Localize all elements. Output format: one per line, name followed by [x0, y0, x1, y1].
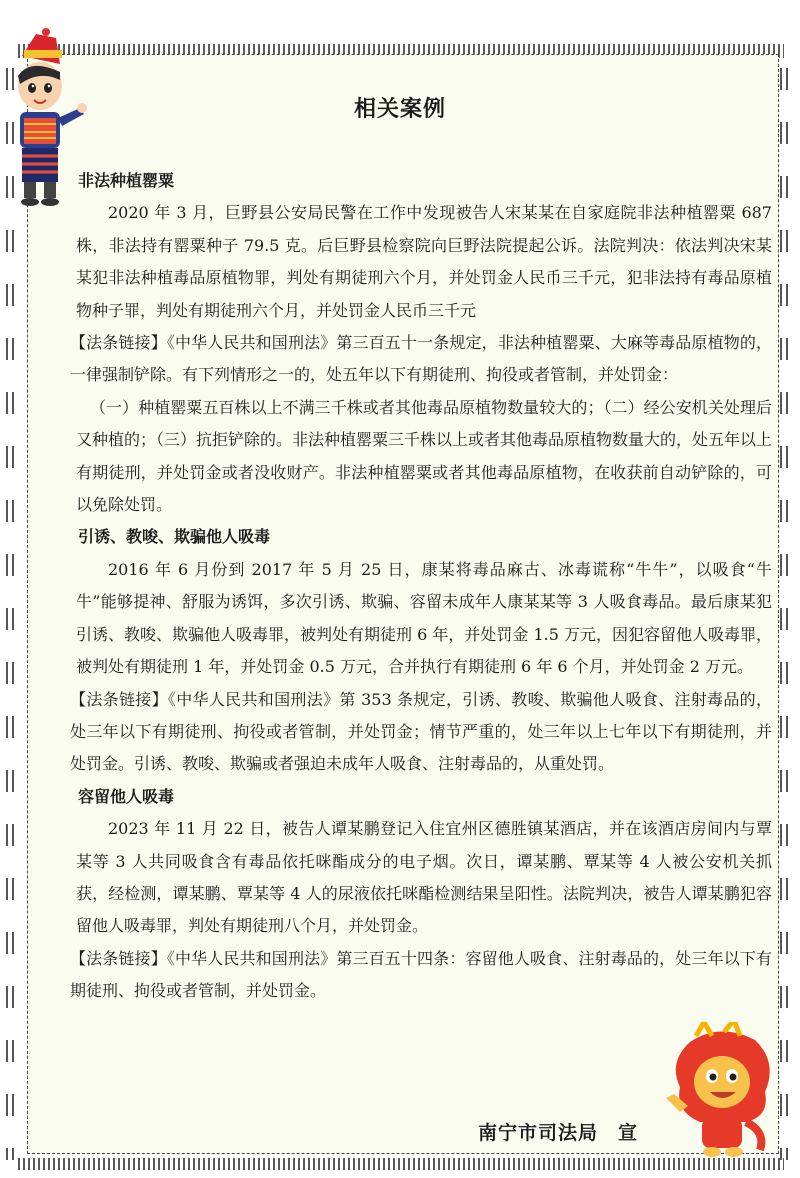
- left-tick-border: [6, 50, 8, 1160]
- case-paragraph: 2020 年 3 月，巨野县公安局民警在工作中发现被告人宋某某在自家庭院非法种植罂粟 687 株，非法持有罂粟种子 79.5 克。后巨野县检察院向巨野法院提起公诉。法院判决：依法判决宋某某犯非法种植毒品原植物罪，判处有期徒刑六个月，并处罚金人民币三千元，犯非法持有毒品原植物种子罪，判处有期徒刑六个月，并处罚金人民币三千元: [76, 203, 772, 320]
- law-link-paragraph: 【法条链接】《中华人民共和国刑法》第三百五十四条：容留他人吸食、注射毒品的，处三年以下有期徒刑、拘役或者管制，并处罚金。: [70, 948, 772, 1001]
- section-heading: 非法种植罂粟: [78, 171, 175, 190]
- right-tick-border: [780, 50, 782, 1160]
- case-paragraph: 2016 年 6 月份到 2017 年 5 月 25 日，康某将毒品麻古、冰毒谎称“牛牛”，以吸食“牛牛”能够提神、舒服为诱饵，多次引诱、欺骗、容留未成年人康某某等 3 人吸食毒品。最后康某犯引诱、教唆、欺骗他人吸毒罪，被判处有期徒刑 6 年，并处罚金 1.5 万元，因犯容留他人吸毒罪，被判处有期徒刑 1 年，并处罚金 0.5 万元，合并执行有期徒刑 6 年 6 个月，并处罚金 2 万元。: [76, 559, 772, 677]
- law-link-paragraph: 【法条链接】《中华人民共和国刑法》第 353 条规定，引诱、教唆、欺骗他人吸食、注射毒品的，处三年以下有期徒刑、拘役或者管制，并处罚金；情节严重的，处三年以上七年以下有期徒刑，并处罚金。引诱、教唆、欺骗或者强迫未成年人吸食、注射毒品的，从重处罚。: [70, 689, 772, 774]
- article-body: [70, 165, 773, 1008]
- case-paragraph: 2023 年 11 月 22 日，被告人谭某鹏登记入住宜州区德胜镇某酒店，并在该酒店房间内与覃某等 3 人共同吸食含有毒品依托咪酯成分的电子烟。次日，谭某鹏、覃某等 4 人被公安机关抓获，经检测，谭某鹏、覃某等 4 人的尿液依托咪酯检测结果呈阳性。法院判决，被告人谭某鹏犯容留他人吸毒罪，判处有期徒刑八个月，并处罚金。: [76, 819, 772, 936]
- page-title: 相关案例: [353, 97, 446, 122]
- law-link-paragraph: 【法条链接】《中华人民共和国刑法》第三百五十一条规定，非法种植罂粟、大麻等毒品原植物的，一律强制铲除。有下列情形之一的，处五年以下有期徒刑、拘役或者管制，并处罚金：: [70, 333, 772, 385]
- issuer-signature: 南宁市司法局 宣: [478, 1122, 639, 1144]
- section-heading: 容留他人吸毒: [78, 786, 175, 806]
- law-items-paragraph: （一）种植罂粟五百株以上不满三千株或者其他毒品原植物数量较大的；（二）经公安机关处理后又种植的；（三）抗拒铲除的。非法种植罂粟三千株以上或者其他毒品原植物数量大的，处五年以上有期徒刑，并处罚金或者没收财产。非法种植罂粟或者其他毒品原植物，在收获前自动铲除的，可以免除处罚。: [76, 397, 773, 515]
- lion-mascot-illustration: [660, 1022, 780, 1162]
- section-heading: 引诱、教唆、欺骗他人吸毒: [78, 527, 271, 547]
